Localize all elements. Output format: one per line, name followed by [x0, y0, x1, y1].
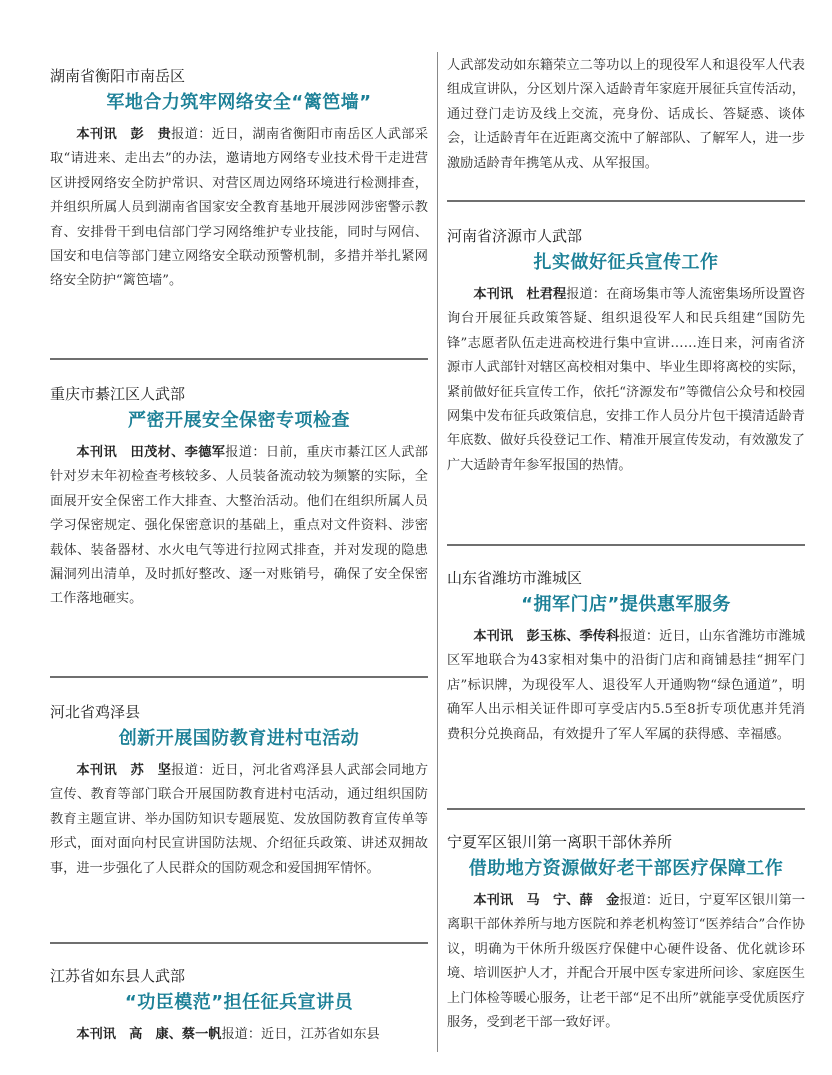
article-headline: 创新开展国防教育进村屯活动: [118, 728, 360, 749]
article-yinchuan: [447, 832, 805, 1035]
article-byline: 本刊讯 高 康、蔡一帆: [76, 1027, 222, 1042]
article-byline: 本刊讯 马 宁、薛 金: [473, 893, 620, 908]
article-body: [50, 441, 428, 612]
article-body-continuation: 人武部发动如东籍荣立二等功以上的现役军人和退役军人代表组成宣讲队，分区划片深入适龄青年家庭开展征兵宣传活动，通过登门走访及线上交流，亮身份、话成长、答疑惑、谈体会，让适龄青年在近距离交流中了解部队、了解军人，进一步激励适龄青年携笔从戎、从军报国。: [447, 58, 805, 171]
article-qijiang: [50, 384, 428, 612]
article-byline: 本刊讯 田茂材、李德军: [76, 445, 226, 460]
article-region: 重庆市綦江区人武部: [50, 385, 186, 403]
article-jize: [50, 702, 428, 881]
article-headline: 扎实做好征兵宣传工作: [533, 252, 719, 273]
article-text: 报道：在商场集市等人流密集场所设置咨询台开展征兵政策答疑、组织退役军人和民兵组建“国防先锋”志愿者队伍走进高校进行集中宣讲……连日来，河南省济源市人武部针对辖区高校相对集中、毕业生即将离校的实际，紧前做好征兵宣传工作，依托“济源发布”等微信公众号和校园网集中发布征兵政策信息，安排工作人员分片包干摸清适龄青年底数、做好兵役登记工作、精准开展宣传发动，有效激发了广大适龄青年参军报国的热情。: [447, 287, 806, 473]
section-divider: [447, 808, 805, 810]
article-byline: 本刊讯 苏 坚: [76, 763, 172, 778]
article-body: [50, 1023, 428, 1047]
article-region: 山东省潍坊市潍城区: [447, 569, 583, 587]
article-text: 报道：近日，河北省鸡泽县人武部会同地方宣传、教育等部门联合开展国防教育进村屯活动，通过组织国防教育主题宣讲、举办国防知识专题展览、发放国防教育宣传单等形式，面对面向村民宣讲国防法规、介绍征兵政策、讲述双拥故事，进一步强化了人民群众的国防观念和爱国拥军情怀。: [50, 763, 429, 876]
article-region: 湖南省衡阳市南岳区: [50, 67, 186, 85]
article-byline: 本刊讯 彭 贵: [76, 127, 172, 142]
article-hengyang: [50, 66, 428, 294]
section-divider: [50, 942, 428, 944]
article-body: [447, 625, 805, 747]
article-headline: 军地合力筑牢网络安全“篱笆墙”: [106, 92, 372, 113]
article-byline: 本刊讯 杜君程: [473, 287, 567, 302]
article-headline: “功臣模范”担任征兵宣讲员: [124, 992, 354, 1013]
article-text: 报道：近日，宁夏军区银川第一离职干部休养所与地方医院和养老机构签订“医养结合”合作协议，明确为干休所升级医疗保健中心硬件设备、优化就诊环境、培训医护人才，并配合开展中医专家进所问诊、家庭医生上门体检等暖心服务，让老干部“足不出所”就能享受优质医疗服务，受到老干部一致好评。: [447, 893, 806, 1031]
article-body: [447, 889, 805, 1035]
article-text: 报道：近日，山东省潍坊市潍城区军地联合为43家相对集中的沿街门店和商铺悬挂“拥军门店”标识牌，为现役军人、退役军人开通购物“绿色通道”，明确军人出示相关证件即可享受店内5.5至8折专项优惠并凭消费积分兑换商品，有效提升了军人军属的获得感、幸福感。: [447, 629, 806, 742]
article-region: 河南省济源市人武部: [447, 227, 583, 245]
article-body: [447, 283, 805, 478]
article-region: 江苏省如东县人武部: [50, 967, 186, 985]
article-jiyuan: [447, 226, 805, 478]
column-divider: [437, 52, 438, 1052]
article-text: 报道：日前，重庆市綦江区人武部针对岁末年初检查考核较多、人员装备流动较为频繁的实际，全面展开安全保密工作大排查、大整治活动。他们在组织所属人员学习保密规定、强化保密意识的基础上，重点对文件资料、涉密载体、装备器材、水火电气等进行拉网式排查，并对发现的隐患漏洞列出清单，及时抓好整改、逐一对账销号，确保了安全保密工作落地砸实。: [50, 445, 428, 607]
article-region: 河北省鸡泽县: [50, 703, 141, 721]
article-byline: 本刊讯 彭玉栋、季传科: [473, 629, 620, 644]
article-body: [50, 759, 428, 881]
section-divider: [50, 358, 428, 360]
article-weicheng: [447, 568, 805, 747]
article-body: [50, 123, 428, 294]
article-headline: “拥军门店”提供惠军服务: [521, 594, 731, 615]
section-divider: [447, 544, 805, 546]
article-headline: 严密开展安全保密专项检查: [128, 410, 350, 431]
section-divider: [50, 676, 428, 678]
article-headline: 借助地方资源做好老干部医疗保障工作: [468, 858, 784, 879]
article-rudong-continued: [447, 54, 805, 176]
article-text: 报道：近日，湖南省衡阳市南岳区人武部采取“请进来、走出去”的办法，邀请地方网络专业技术骨干走进营区讲授网络安全防护常识、对营区周边网络环境进行检测排查，并组织所属人员到湖南省国家安全教育基地开展涉网涉密警示教育、安排骨干到电信部门学习网络维护专业技能，同时与网信、国安和电信等部门建立网络安全联动预警机制，多措并举扎紧网络安全防护“篱笆墙”。: [50, 127, 429, 289]
section-divider: [447, 200, 805, 202]
article-rudong: [50, 966, 428, 1047]
article-region: 宁夏军区银川第一离职干部休养所: [447, 833, 673, 851]
article-text: 报道：近日，江苏省如东县: [221, 1027, 380, 1042]
